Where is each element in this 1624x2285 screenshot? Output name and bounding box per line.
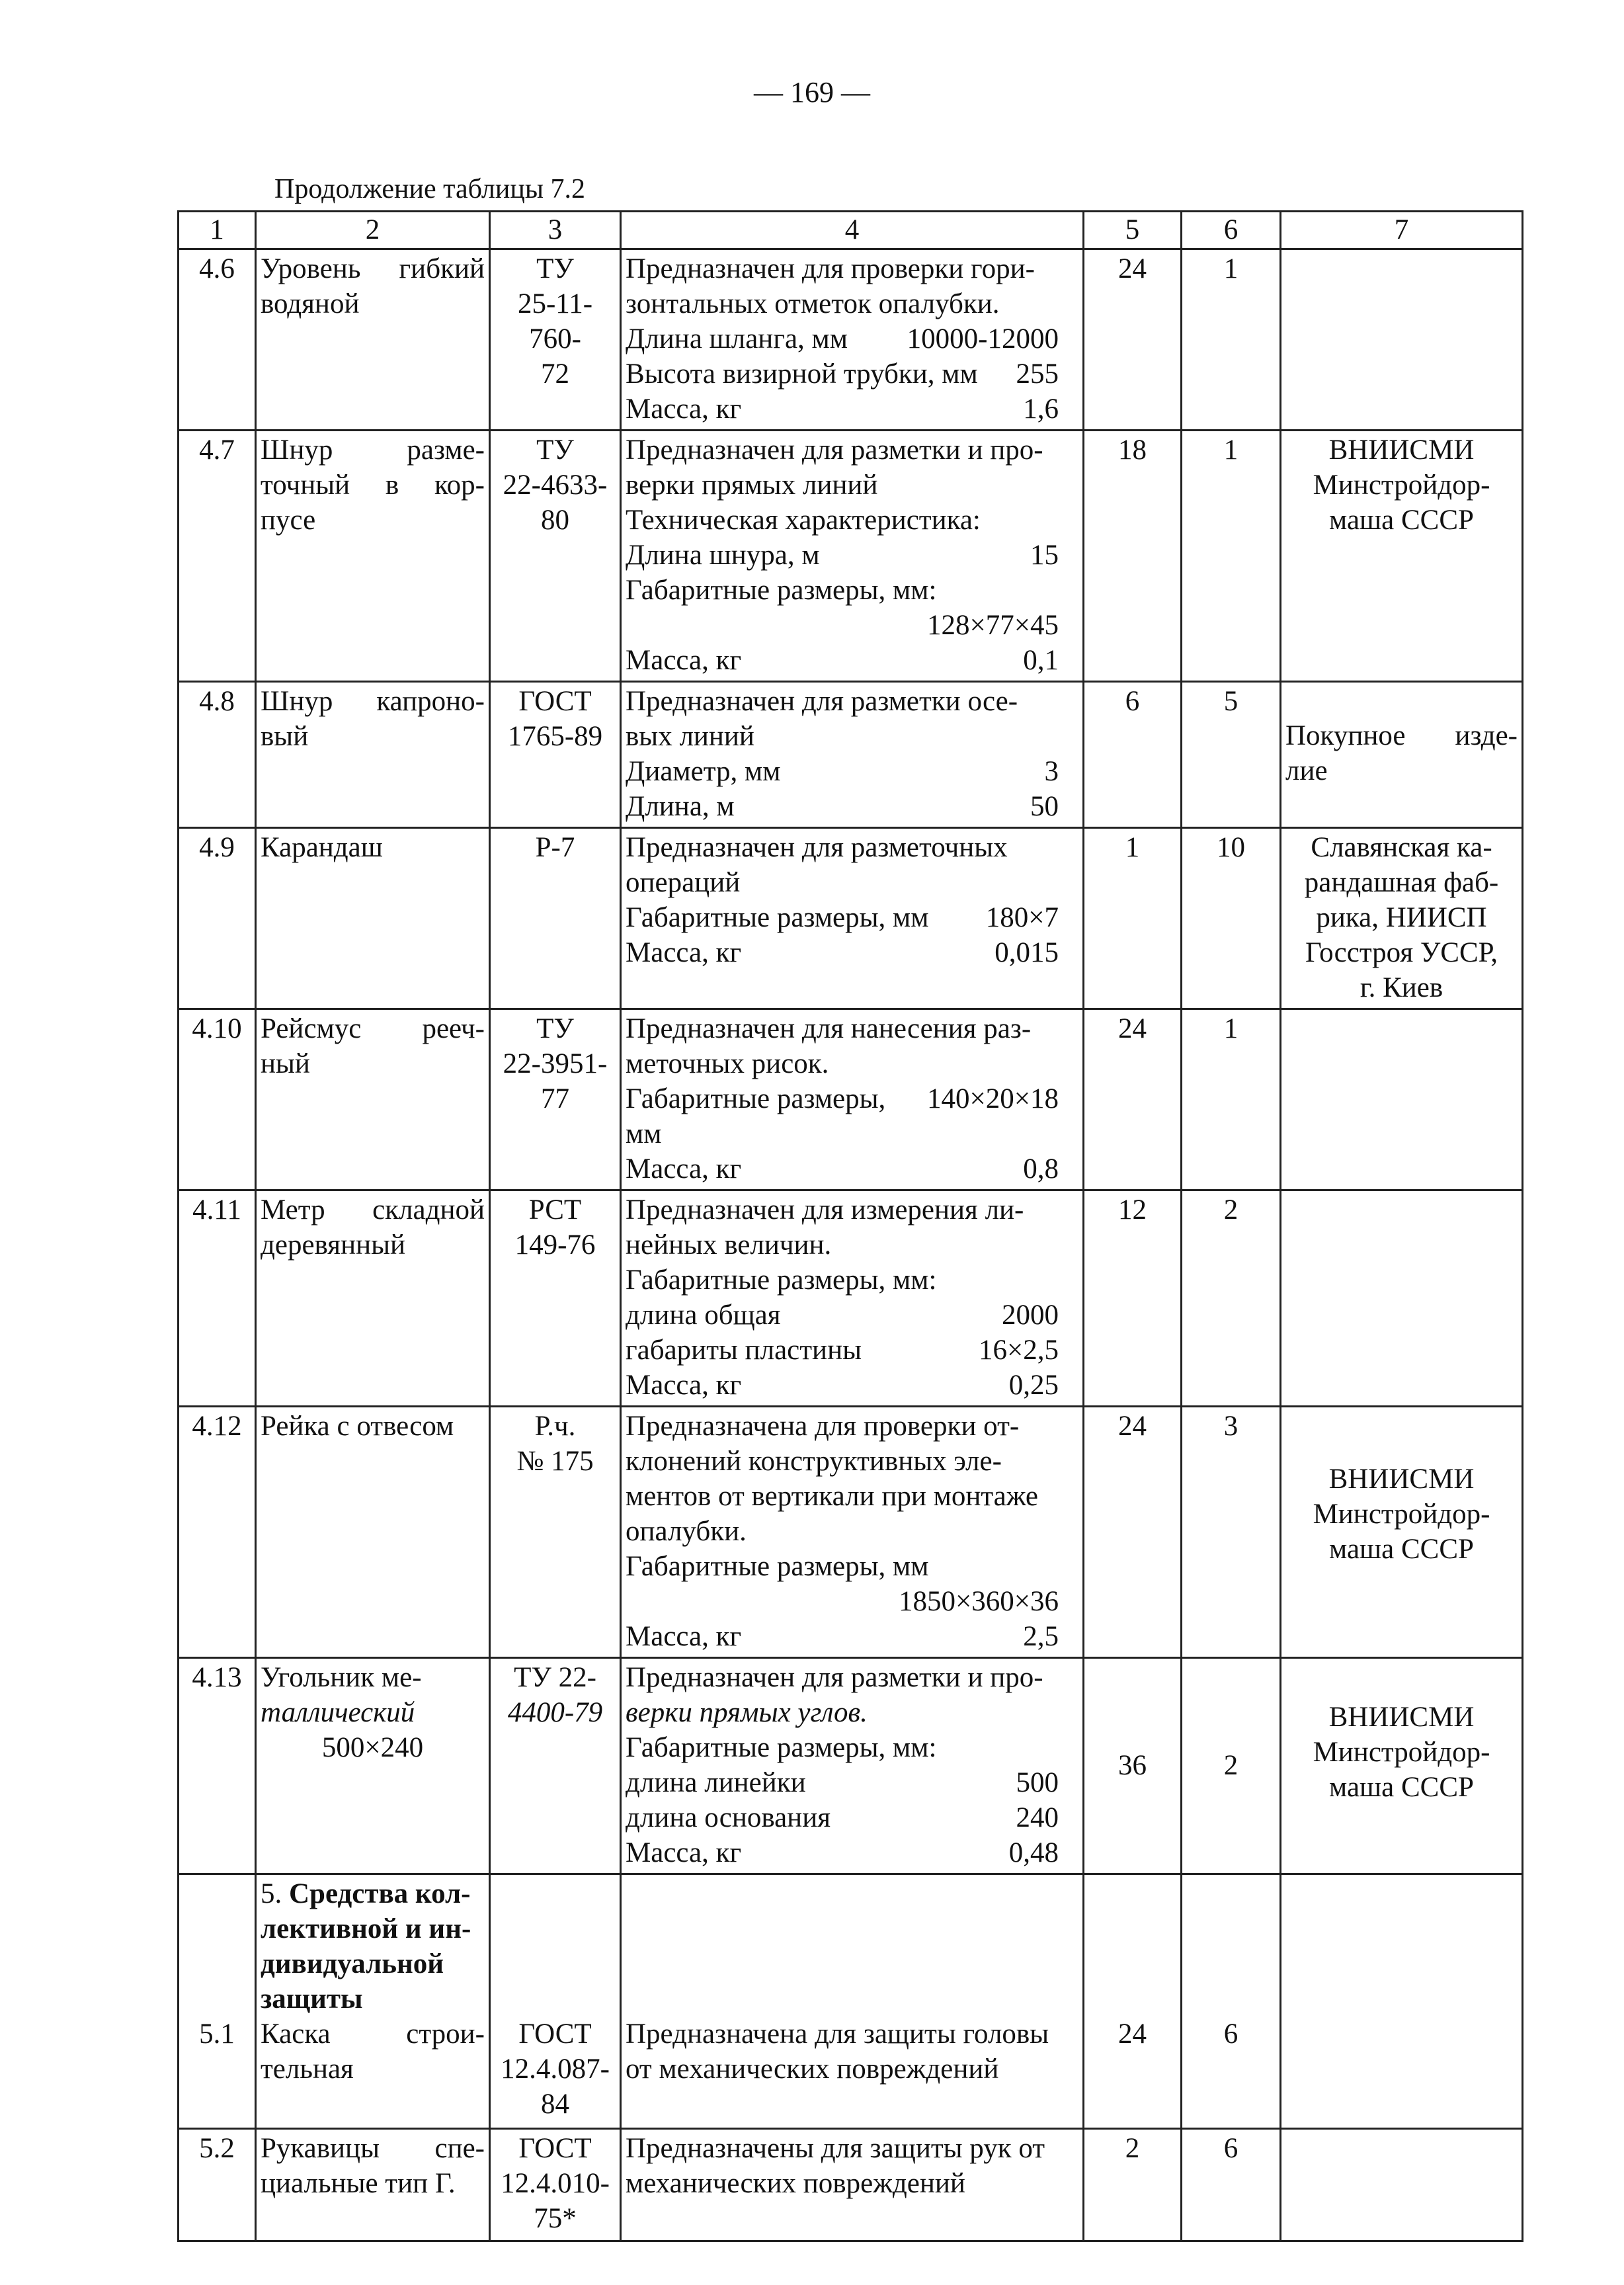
col6-value: 6 [1182,1874,1281,2129]
item-standard: ГОСТ 1765-89 [490,682,621,828]
item-description: Предназначена для проверки от- клонений конструктивных эле- ментов от вертикали при монтаже опалубки. Габаритные размеры, мм 1850×360×36 Масса, кг 2,5 [621,1407,1084,1658]
item-name: Уровень гибкий водяной [256,249,490,431]
manufacturer: ВНИИСМИ Минстройдор- маша СССР [1281,1407,1523,1658]
table-row [179,682,1523,828]
col5-value: 2 [1084,2129,1182,2241]
row-number: 4.13 [179,1658,256,1874]
col5-value: 24 [1084,1874,1182,2129]
item-name: Рейка с отвесом [256,1407,490,1658]
header-cell: 7 [1281,212,1523,249]
col6-value: 1 [1182,1009,1281,1190]
col5-value: 24 [1084,249,1182,431]
manufacturer [1281,2129,1523,2241]
col6-value: 10 [1182,828,1281,1009]
item-name: Угольник ме- таллический 500×240 [256,1658,490,1874]
col5-value: 36 [1084,1658,1182,1874]
manufacturer: ВНИИСМИ Минстройдор- маша СССР [1281,431,1523,682]
item-standard: ТУ 25-11-760- 72 [490,249,621,431]
item-standard: ТУ 22-3951-77 [490,1009,621,1190]
col5-value: 1 [1084,828,1182,1009]
item-description: Предназначена для защиты головы от механических повреждений [621,1874,1084,2129]
item-standard: ГОСТ 12.4.010- 75* [490,2129,621,2241]
col5-value: 6 [1084,682,1182,828]
item-standard: ТУ 22- 4400-79 [490,1658,621,1874]
row-number: 4.6 [179,249,256,431]
item-description: Предназначен для измерения ли- нейных величин. Габаритные размеры, мм: длина общая 2000 габариты пластины 16×2,5 Масса, кг 0,25 [621,1190,1084,1407]
row-number: 5.2 [179,2129,256,2241]
table-row [179,828,1523,1009]
header-cell: 3 [490,212,621,249]
col6-value: 2 [1182,1658,1281,1874]
header-cell: 1 [179,212,256,249]
page-number: — 169 — [754,76,870,108]
header-cell: 2 [256,212,490,249]
col5-value: 18 [1084,431,1182,682]
manufacturer: ВНИИСМИ Минстройдор- маша СССР [1281,1658,1523,1874]
item-standard: Р-7 [490,828,621,1009]
table-row [179,249,1523,431]
item-description: Предназначен для разметки осе- вых линий Диаметр, мм 3 Длина, м 50 [621,682,1084,828]
item-name: Шнур капроно- вый [256,682,490,828]
manufacturer: Славянская ка- рандашная фаб- рика, НИИСП Госстроя УССР, г. Киев [1281,828,1523,1009]
col6-value: 6 [1182,2129,1281,2241]
col6-value: 2 [1182,1190,1281,1407]
col6-value: 3 [1182,1407,1281,1658]
table-row [179,2129,1523,2241]
manufacturer: Покупное изде- лие [1281,682,1523,828]
row-number: 4.7 [179,431,256,682]
item-standard: ТУ 22-4633-80 [490,431,621,682]
col6-value: 5 [1182,682,1281,828]
item-name: Рейсмус рееч- ный [256,1009,490,1190]
col6-value: 1 [1182,431,1281,682]
row-number: 4.10 [179,1009,256,1190]
header-cell: 4 [621,212,1084,249]
table-row [179,1658,1523,1874]
manufacturer [1281,1009,1523,1190]
item-description: Предназначен для разметочных операций Габаритные размеры, мм 180×7 Масса, кг 0,015 [621,828,1084,1009]
row-number: 4.12 [179,1407,256,1658]
col5-value: 12 [1084,1190,1182,1407]
item-name: Шнур разме- точный в кор- пусе [256,431,490,682]
row-number: 5.1 [179,1874,256,2129]
item-name: Карандаш [256,828,490,1009]
row-number: 4.8 [179,682,256,828]
item-standard: ГОСТ 12.4.087- 84 [490,1874,621,2129]
item-description: Предназначен для разметки и про- верки прямых углов. Габаритные размеры, мм: длина линейки 500 длина основания 240 Масса, кг 0,48 [621,1658,1084,1874]
header-cell: 5 [1084,212,1182,249]
table-row [179,1009,1523,1190]
col6-value: 1 [1182,249,1281,431]
section-heading: 5. Средства кол- [261,1878,471,1909]
row-number: 4.9 [179,828,256,1009]
item-standard: РСТ 149-76 [490,1190,621,1407]
item-description: Предназначен для нанесения раз- меточных рисок. Габаритные размеры, мм 140×20×18 Масса, кг 0,8 [621,1009,1084,1190]
col5-value: 24 [1084,1009,1182,1190]
manufacturer [1281,1874,1523,2129]
equipment-table [177,210,1523,2242]
manufacturer [1281,1190,1523,1407]
item-standard: Р.ч. № 175 [490,1407,621,1658]
manufacturer [1281,249,1523,431]
table-row [179,431,1523,682]
table-row [179,1874,1523,2129]
item-name: Метр складной деревянный [256,1190,490,1407]
item-description: Предназначены для защиты рук от механических повреждений [621,2129,1084,2241]
header-cell: 6 [1182,212,1281,249]
item-name: 5. Средства кол- лективной и ин- дивидуальной защиты Каска строи- тельная [256,1874,490,2129]
item-name: Рукавицы спе- циальные тип Г. [256,2129,490,2241]
table-row [179,1190,1523,1407]
table-caption: Продолжение таблицы 7.2 [274,174,586,204]
item-description: Предназначен для проверки гори- зонтальных отметок опалубки. Длина шланга, мм 10000-12000 Высота визирной трубки, мм 255 Масса, кг 1,6 [621,249,1084,431]
row-number: 4.11 [179,1190,256,1407]
item-description: Предназначен для разметки и про- верки прямых линий Техническая характеристика: Длина шнура, м 15 Габаритные размеры, мм: 128×77×45 Масса, кг 0,1 [621,431,1084,682]
table-row [179,1407,1523,1658]
col5-value: 24 [1084,1407,1182,1658]
table-header-row [179,212,1523,249]
